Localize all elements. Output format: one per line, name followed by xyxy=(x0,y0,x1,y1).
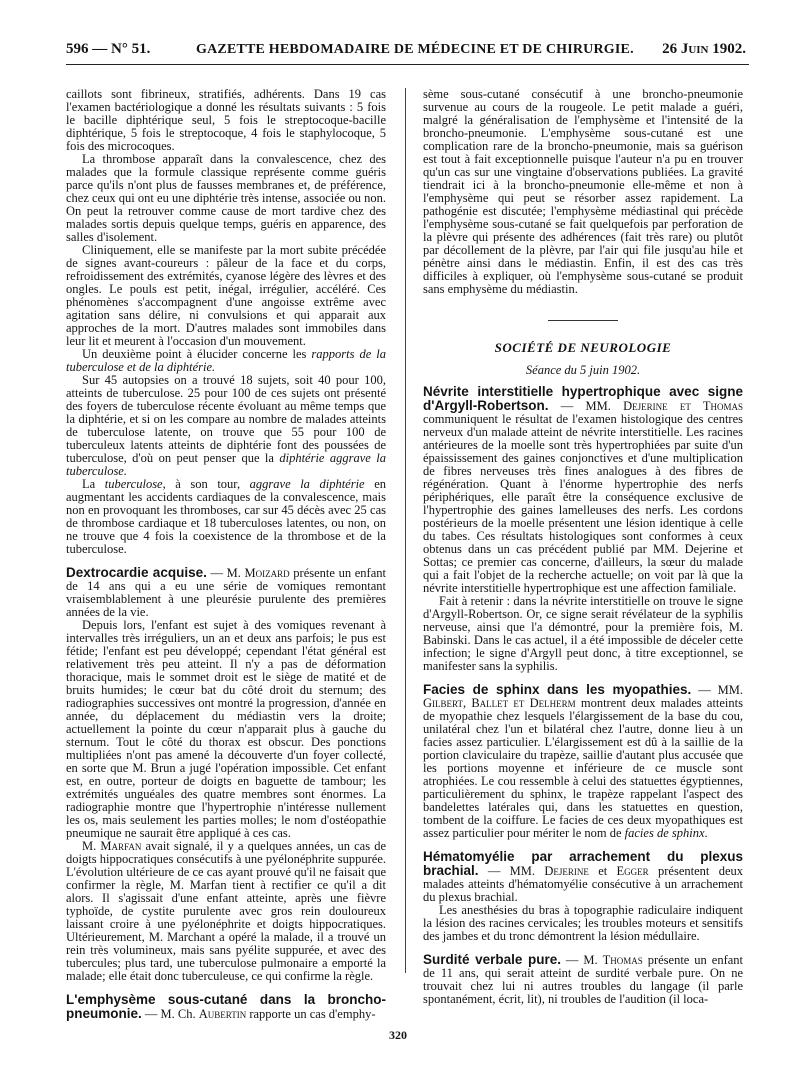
section-heading: Dextrocardie acquise. xyxy=(66,565,207,580)
section-heading: Surdité verbale pure. xyxy=(423,952,561,967)
society-title: SOCIÉTÉ DE NEUROLOGIE xyxy=(494,340,672,355)
paragraph: sème sous-cutané consécutif à une broncho-pneumonie survenue au cours de la rougeole. Le petit malade a guéri, malgré la généralisation de l'emphysème et l'intensité de la broncho-pneumonie. L'emphysème sous-cutané est une complication rare de la broncho-pneumonie, mais sa guérison est tout à fait exceptionnelle puisque l'auteur n'a pu en trouver qu'un cas sur une vingtaine d'observations publiées. La gravité tiendrait ici à la broncho-pneumonie elle-même et non à l'emphysème qui peut se résorber assez rapidement. La pathogénie est discutée; l'emphysème médiastinal qui précède l'emphysème sous-cutané se fait quelquefois par perforation de la plèvre qui présente des adhérences (fait très rare) ou plutôt par décollement de la plèvre, par l'air qui file jusqu'au hile et pénètre ainsi dans le médiastin. Enfin, il est des cas très difficiles à expliquer, où l'emphysème sous-cutané se produit sans emphysème du médiastin. xyxy=(423,87,743,296)
section-heading: L'emphysème sous-cutané dans la broncho-pneumonie. xyxy=(66,992,386,1021)
right-column xyxy=(423,88,743,1006)
footer-page-number: 320 xyxy=(389,1028,407,1042)
session-date: Séance du 5 juin 1902. xyxy=(525,363,641,377)
paragraph: Cliniquement, elle se manifeste par la mort subite précédée de signes avant-coureurs : pâleur de la face et du corps, refroidissement des extrémités, cyanose légère des lèvres et des ongles. Le pouls est petit, inégal, irrégulier, accéléré. Ces phénomènes s'accompagnent d'une angoisse extrême avec agitation sans délire, ni convulsions et qui apparait aux approches de la mort. D'autres malades sont immobiles dans leur lit et meurent à l'occasion d'un mouvement. xyxy=(66,243,386,348)
header-page-number: 596 — N° 51. xyxy=(66,41,151,57)
column-divider xyxy=(405,88,406,973)
left-column xyxy=(66,88,386,1021)
paragraph: Un deuxième point à élucider concerne les rapports de la tuberculose et de la diphtérie. xyxy=(66,347,387,374)
section-heading: Facies de sphinx dans les myopathies. xyxy=(423,682,692,697)
section-nevrite: Névrite interstitielle hypertrophique avec signe d'Argyll-Robertson. — MM. Dejerine et Thomas communiquent le résultat de l'examen histologique des centres nerveux d'un malade atteint de névrite interstitielle. Les racines antérieures de la moelle sont très hypertrophiées par suite d'un épaississement des gaines conjonctives et d'une multiplication de fibres nerveuses très fines analogues à des fibres de régénération. Quant à l'énorme hypertrophie des nerfs périphériques, elle paraît être la conséquence exclusive de l'hypertrophie des gaines lamelleuses des nerfs. Les cordons postérieurs de la moelle présentent une lésion identique à celle du tabes. Ces résultats histologiques sont conformes à ceux obtenus dans un cas précédent publié par MM. Dejerine et Sottas; ce premier cas concerne, d'ailleurs, la sœur du malade qui a fait l'objet de la recherche actuelle; on voit par là que la névrite interstitielle hypertrophique est une affection familiale. xyxy=(423,384,744,595)
header-rule xyxy=(66,64,749,65)
paragraph: Depuis lors, l'enfant est sujet à des vomiques revenant à intervalles très irréguliers, un an et deux ans parfois; le pus est fétide; l'enfant est peu développé; cependant l'état général est relativement très peu atteint. Il n'y a pas de déformation thoracique, mais le sommet droit est le siège de matité et de bruits humides; le cœur bat du côté droit du sternum; des radiographies successives ont montré la progression, d'année en année, du déplacement du médiastin vers la droite; actuellement la pointe du cœur n'apparait plus à gauche du sternum. Tout le côté du thorax est obscur. Des ponctions multipliées n'ont pas amené la découverte d'un foyer collecté, en sorte que M. Brun a jugé l'opération impossible. Cet enfant est, en outre, porteur de doigts en baguette de tambour; les extrémités unguéales des quatre membres sont énormes. La radiographie montre que l'hypertrophie n'intéresse nullement les os, mais seulement les parties molles; le nom d'ostéopathie pneumique ne saurait être appliqué à ces cas. xyxy=(66,618,386,840)
section-hematomyelie: Hématomyélie par arrachement du plexus brachial. — MM. Dejerine et Egger présentent deux malades atteints d'hématomyélie consécutive à un arrachement du plexus brachial. xyxy=(423,849,743,904)
paragraph: Les anesthésies du bras à topographie radiculaire indiquent la lésion des racines cervicales; les troubles moteurs et sensitifs des jambes et du tronc démontrent la lésion médullaire. xyxy=(423,903,743,943)
paragraph: La thrombose apparaît dans la convalescence, chez des malades que la formule classique représente comme guéris parce qu'ils n'ont plus de fausses membranes et, de préférence, chez ceux qui ont eu une diphtérie très intense, associée ou non. On peut la retrouver comme cause de mort tardive chez des malades sortis depuis quelque temps, guéris en apparence, des salles d'isolement. xyxy=(66,152,386,244)
paragraph: Sur 45 autopsies on a trouvé 18 sujets, soit 40 pour 100, atteints de tuberculose. 25 pour 100 de ces sujets ont présenté des foyers de tuberculose récente évoluant au même temps que la diphtérie, et si on les compare au nombre de malades atteints de tuberculose latente, on trouve que 55 pour 100 de tuberculeux latents atteints de diphtérie font des poussées de tuberculose, d'où on peut penser que la diphtérie aggrave la tuberculose. xyxy=(66,373,386,478)
section-dextrocardie: Dextrocardie acquise. — M. Moizard présente un enfant de 14 ans qui a eu une série de vomiques remontant vraisemblablement à une pleurésie purulente des premières années de la vie. xyxy=(66,565,386,619)
issue-date: 26 Juin 1902. xyxy=(662,41,746,57)
paragraph: M. Marfan avait signalé, il y a quelques années, un cas de doigts hippocratiques consécutifs à une pyélonéphrite suppurée. L'évolution ultérieure de ce cas ayant prouvé qu'il ne faisait que confirmer la règle, M. Marfan tient à rectifier ce qu'il a dit alors. Il s'agissait d'une enfant atteinte, après une fièvre typhoïde, de cystite purulente avec gros rein douloureux laissant croire à une pyélonéphrite et doigts hippocratiques. Ultérieurement, M. Marchant a opéré la malade, il a trouvé un rein très volumineux, mais sans pyélite suppurée, et avec des tubercules; plus tard, une tuberculose pulmonaire a emporté la malade; elle était donc tuberculeuse, ce qui confirme la règle. xyxy=(66,839,386,983)
section-heading: Hématomyélie par arrachement du plexus brachial. xyxy=(423,849,743,878)
paragraph: La tuberculose, à son tour, aggrave la diphtérie en augmentant les accidents cardiaques de la convalescence, mais non en provoquant les thromboses, car sur 45 décès avec 25 cas de thrombose cardiaque et 18 tuberculoses latentes, ou non, on ne trouve que 4 fois la coexistence de la thrombose et de la tuberculose. xyxy=(66,477,386,556)
section-divider xyxy=(548,320,618,321)
section-sphinx: Facies de sphinx dans les myopathies. — MM. Gilbert, Ballet et Delherm montrent deux malades atteints de myopathie chez lesquels l'élargissement de la base du cou, unilatéral chez l'un et bilatéral chez l'autre, donne lieu à un facies assez particulier. L'élargissement est dû à la saillie de la portion claviculaire du trapèze, saillie d'autant plus accusée que les portions moyenne et inférieure de ce muscle sont atrophiées. Le cou ressemble à celui des statuettes égyptiennes, particulièrement du sphinx, le trapèze rappelant l'aspect des bandelettes latérales qui, dans les statuettes en question, tombent de la coiffure. Le facies de ces deux myopathiques est assez particulier pour mériter le nom de facies de sphinx. xyxy=(423,682,743,840)
section-surdite: Surdité verbale pure. — M. Thomas présente un enfant de 11 ans, qui serait atteint de surdité verbale pure. On ne trouvait chez lui ni autres troubles du langage (il parle spontanément, écrit, lit), ni troubles de l'audition (il loca- xyxy=(423,952,743,1006)
paragraph: caillots sont fibrineux, stratifiés, adhérents. Dans 19 cas l'examen bactériologique a donné les résultats suivants : 5 fois le bacille diphtérique seul, 5 fois le streptocoque-bacille diphtérique, 5 fois le streptocoque, 4 fois le staphylocoque, 5 fois des microcoques. xyxy=(66,87,386,153)
journal-title: GAZETTE HEBDOMADAIRE DE MÉDECINE ET DE CHIRURGIE. xyxy=(196,42,634,57)
section-emphyseme: L'emphysème sous-cutané dans la broncho-pneumonie. — M. Ch. Aubertin rapporte un cas d'emphy- xyxy=(66,992,386,1021)
running-header xyxy=(66,41,746,63)
paragraph: Fait à retenir : dans la névrite interstitielle on trouve le signe d'Argyll-Robertson. Or, ce signe serait révélateur de la syphilis nerveuse, ainsi que l'a démontré, pour la première fois, M. Babinski. Dans le cas actuel, il a été impossible de déceler cette infection; le signe d'Argyll peut donc, à titre exceptionnel, se manifester sans la syphilis. xyxy=(423,594,743,673)
section-heading: Névrite interstitielle hypertrophique avec signe d'Argyll-Robertson. xyxy=(423,384,743,413)
